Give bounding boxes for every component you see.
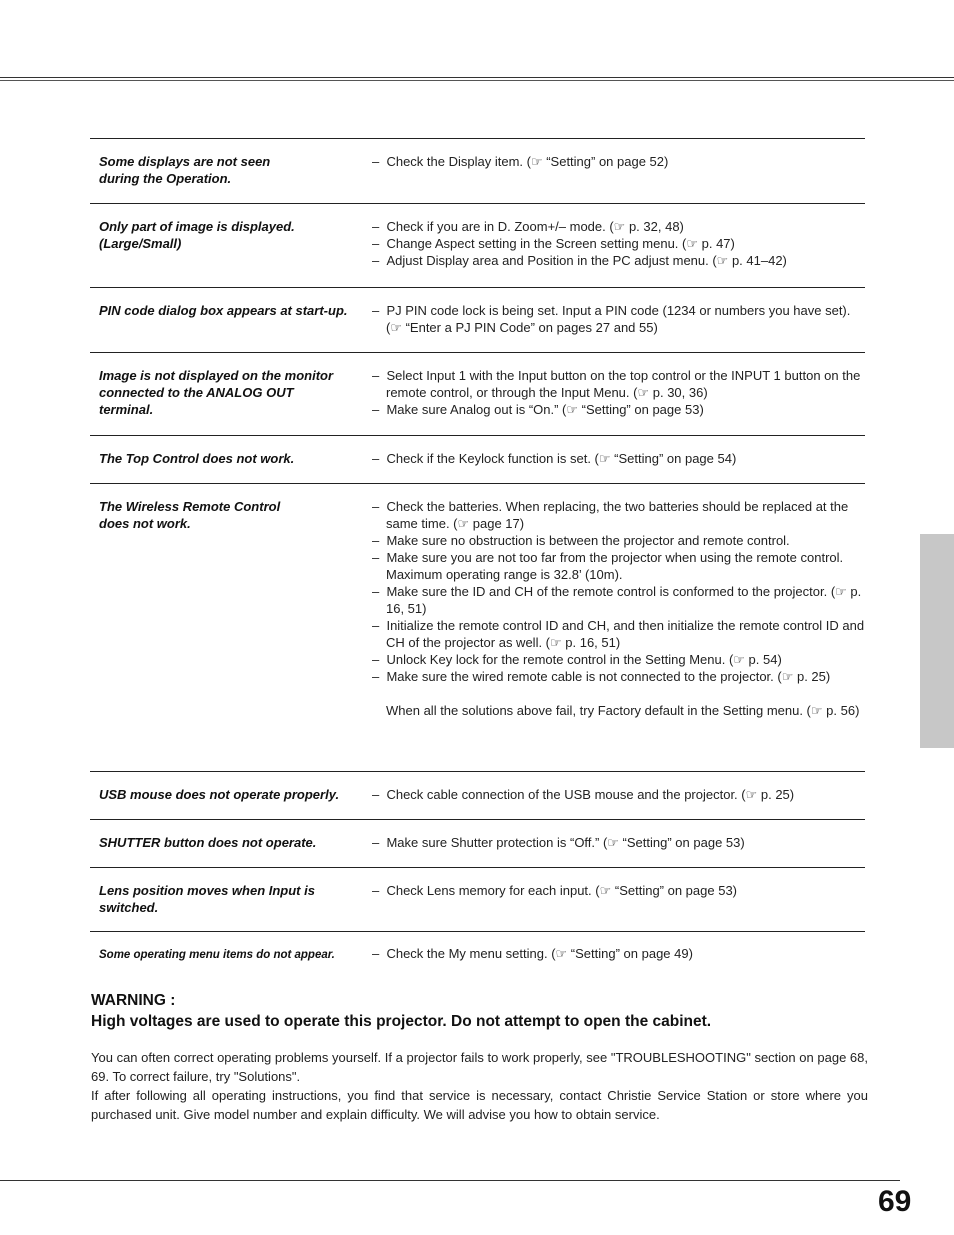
intro-text: [91, 1048, 868, 1124]
table-row: [90, 352, 865, 435]
warning-block: [91, 990, 871, 1032]
warning-label: WARNING :: [91, 992, 176, 1009]
solutions-list: [372, 153, 866, 170]
header-rule-secondary: [0, 80, 954, 81]
intro-paragraph: If after following all operating instructions, you find that service is necessary, contact Christie Service Station or store where you purchased unit. Give model number and explain difficulty. We will advise you how to obtain service.: [91, 1088, 868, 1122]
solution-item: – Change Aspect setting in the Screen setting menu. (☞ p. 47): [372, 236, 735, 251]
problem-text: PIN code dialog box appears at start-up.: [99, 303, 348, 318]
footer-rule: [0, 1180, 900, 1181]
solution-item: – Select Input 1 with the Input button on the top control or the INPUT 1 button on the remote control, or through the Input Menu. (☞ p. 30, 36): [372, 368, 861, 400]
problem-text: Some displays are not seen during the Operation.: [99, 154, 271, 186]
solution-item: – Make sure no obstruction is between the projector and remote control.: [372, 533, 790, 548]
solution-item: – Check cable connection of the USB mouse and the projector. (☞ p. 25): [372, 787, 795, 802]
solution-item: – Check the Display item. (☞ “Setting” on page 52): [372, 154, 669, 169]
problem-text: Some operating menu items do not appear.: [99, 949, 335, 961]
problem-text: Lens position moves when Input is switched.: [99, 883, 315, 915]
table-row: [90, 138, 865, 203]
table-row: [90, 867, 865, 931]
solutions-list: [372, 450, 866, 467]
solutions-list: [372, 945, 866, 962]
solutions-list: [372, 302, 866, 336]
troubleshooting-table: [90, 138, 865, 973]
solutions-list: [372, 882, 866, 899]
table-row: [90, 771, 865, 819]
solution-item: – Make sure Analog out is “On.” (☞ “Setting” on page 53): [372, 402, 704, 417]
solution-item: – Make sure Shutter protection is “Off.” (☞ “Setting” on page 53): [372, 835, 745, 850]
solutions-list: [372, 367, 866, 418]
page-number: 69: [878, 1185, 912, 1218]
table-row: [90, 203, 865, 287]
solution-item: – Check if you are in D. Zoom+/– mode. (☞ p. 32, 48): [372, 219, 684, 234]
solution-item: – PJ PIN code lock is being set. Input a PIN code (1234 or numbers you have set). (☞ “Enter a PJ PIN Code” on pages 27 and 55): [372, 303, 851, 335]
solution-item: – Make sure the wired remote cable is not connected to the projector. (☞ p. 25): [372, 669, 831, 684]
solution-item: – Adjust Display area and Position in the PC adjust menu. (☞ p. 41–42): [372, 253, 787, 268]
solution-item: – Check Lens memory for each input. (☞ “Setting” on page 53): [372, 883, 738, 898]
chapter-tab: [920, 534, 954, 748]
solution-note: When all the solutions above fail, try Factory default in the Setting menu. (☞ p. 56): [386, 703, 860, 718]
table-row: [90, 287, 865, 352]
intro-paragraph: You can often correct operating problems yourself. If a projector fails to work properly, see "TROUBLESHOOTING" section on page 68, 69. To correct failure, try "Solutions".: [91, 1050, 868, 1084]
problem-text: Image is not displayed on the monitor connected to the ANALOG OUT terminal.: [99, 368, 334, 417]
solution-item: – Check the batteries. When replacing, the two batteries should be replaced at the same time. (☞ page 17): [372, 499, 849, 531]
solutions-list: [372, 218, 866, 269]
solution-item: – Initialize the remote control ID and CH, and then initialize the remote control ID and CH of the projector as well. (☞ p. 16, 51): [372, 618, 865, 650]
solutions-list: [372, 786, 866, 803]
table-row: [90, 483, 865, 771]
warning-text: High voltages are used to operate this projector. Do not attempt to open the cabinet.: [91, 1013, 712, 1030]
problem-text: SHUTTER button does not operate.: [99, 835, 317, 850]
table-row: [90, 819, 865, 867]
solutions-list: [372, 498, 866, 719]
solution-item: – Unlock Key lock for the remote control in the Setting Menu. (☞ p. 54): [372, 652, 782, 667]
problem-text: The Top Control does not work.: [99, 451, 295, 466]
solution-item: – Check if the Keylock function is set. (☞ “Setting” on page 54): [372, 451, 737, 466]
problem-text: The Wireless Remote Control does not work.: [99, 499, 281, 531]
problem-text: Only part of image is displayed. (Large/Small): [99, 219, 295, 251]
solution-item: – Make sure the ID and CH of the remote control is conformed to the projector. (☞ p. 16, 51): [372, 584, 862, 616]
solution-item: – Check the My menu setting. (☞ “Setting” on page 49): [372, 946, 693, 961]
solution-item: – Make sure you are not too far from the projector when using the remote control. Maximum operating range is 32.8’ (10m).: [372, 550, 844, 582]
header-rule: [0, 77, 954, 78]
table-row: [90, 435, 865, 483]
solutions-list: [372, 834, 866, 851]
table-row: [90, 931, 865, 973]
problem-text: USB mouse does not operate properly.: [99, 787, 340, 802]
